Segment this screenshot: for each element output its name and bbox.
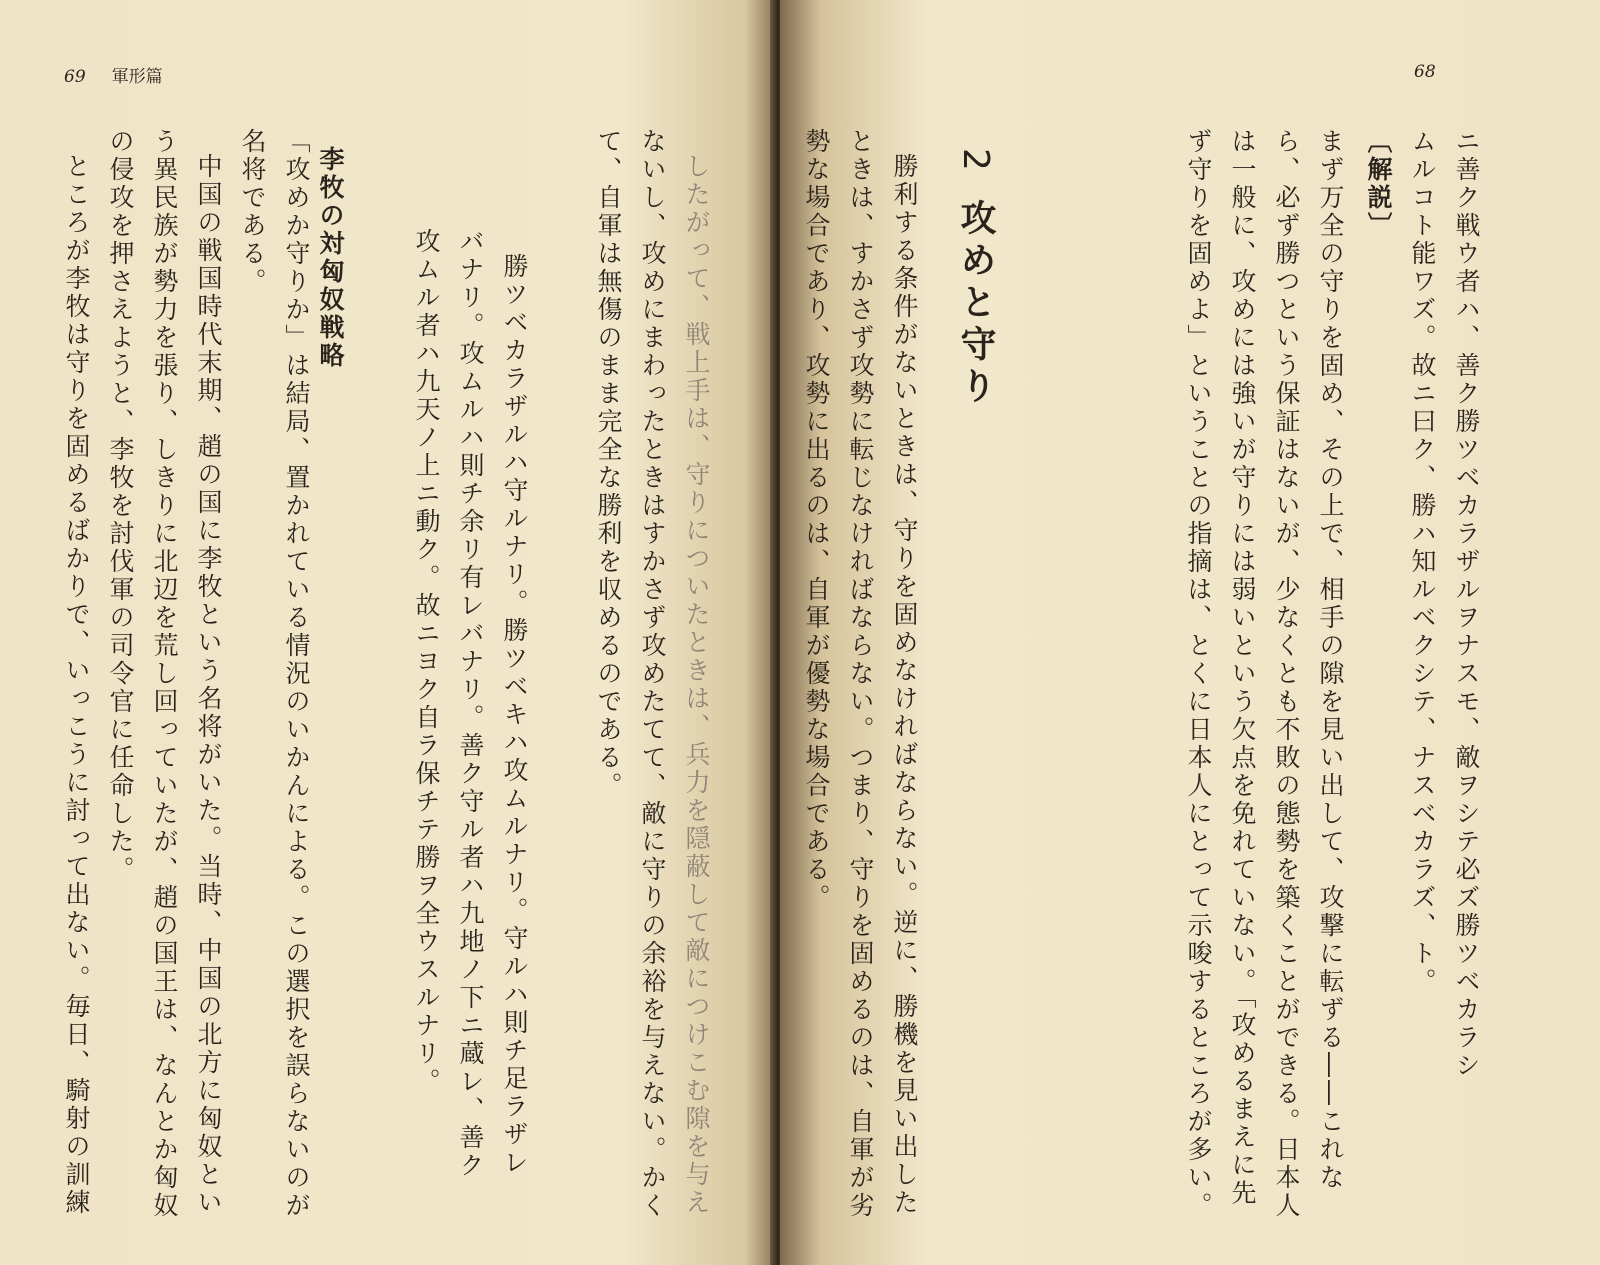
commentary-line: ず守りを固めよ」ということの指摘は、とくに日本人にとって示唆するところが多い。 [1184, 128, 1213, 1220]
left-para2-line: 中国の戦国時代末期、趙の国に李牧という名将がいた。当時、中国の北方に匈奴とい [194, 153, 223, 1217]
chapter-heading [948, 148, 998, 448]
chapter-number: 2 [955, 148, 996, 177]
left-para2 [54, 128, 318, 1220]
left-page-number: 69 [64, 67, 86, 87]
commentary-body [1176, 128, 1352, 1220]
left-running-head [64, 62, 163, 87]
chapter-body-line: ときは、すかさず攻勢に転じなければならない。つまり、守りを固めるのは、自軍が劣 [846, 128, 875, 1220]
chapter-body [794, 128, 926, 1220]
left-para1-line: て、自軍は無傷のまま完全な勝利を収めるのである。 [594, 128, 623, 800]
chapter-title: 攻めと守り [955, 198, 996, 409]
left-para2-line: 「攻めか守りか」は結局、置かれている情況のいかんによる。この選択を誤らないのが [282, 128, 311, 1220]
right-quote-line: ニ善ク戦ウ者ハ、善ク勝ツベカラザルヲナスモ、敵ヲシテ必ズ勝ツベカラシ [1452, 128, 1481, 1080]
chapter-body-line: 勝利する条件がないときは、守りを固めなければならない。逆に、勝機を見い出した [890, 153, 919, 1217]
right-page [780, 0, 1600, 1265]
left-para2-line: の侵攻を押さえようと、李牧を討伐軍の司令官に任命した。 [106, 128, 135, 884]
left-quote-line: バナリ。攻ムルハ則チ余リ有レバナリ。善ク守ル者ハ九地ノ下ニ蔵レ、善ク [456, 228, 485, 1180]
left-para2-line: 名将である。 [238, 128, 267, 296]
left-quote-line: 攻ムル者ハ九天ノ上ニ動ク。故ニヨク自ラ保チテ勝ヲ全ウスルナリ。 [412, 228, 441, 1096]
commentary-label [1356, 128, 1400, 1138]
left-page [0, 0, 776, 1265]
subheading-text: 李牧の対匈奴戦略 [316, 146, 345, 370]
left-para2-line: う異民族が勢力を張り、しきりに北辺を荒し回っていたが、趙の国王は、なんとか匈奴 [150, 128, 179, 1220]
left-quote [404, 228, 536, 1238]
left-para1-line: ないし、攻めにまわったときはすかさず攻めたてて、敵に守りの余裕を与えない。かく [638, 128, 667, 1220]
right-page-number: 68 [1414, 62, 1436, 82]
commentary-line: まず万全の守りを固め、その上で、相手の隙を見い出して、攻撃に転ずる――これな [1316, 128, 1345, 1192]
commentary-label-text: 〔解説〕 [1364, 128, 1393, 240]
left-para1 [586, 128, 718, 1220]
commentary-line: は一般に、攻めには強いが守りには弱いという欠点を免れていない。「攻めるまえに先 [1228, 128, 1257, 1208]
right-quote-cont [1400, 128, 1488, 1138]
chapter-body-line: 勢な場合であり、攻勢に出るのは、自軍が優勢な場合である。 [802, 128, 831, 912]
right-quote-line: ムルコト能ワズ。故ニ曰ク、勝ハ知ルベクシテ、ナスベカラズ、ト。 [1408, 128, 1437, 996]
left-section-title: 軍形篇 [111, 67, 163, 87]
left-quote-line: 勝ツベカラザルハ守ルナリ。勝ツベキハ攻ムルナリ。守ルハ則チ足ラザレ [500, 253, 529, 1177]
commentary-line: ら、必ず勝つという保証はないが、少なくとも不敗の態勢を築くことができる。日本人 [1272, 128, 1301, 1220]
left-para1-line: したがって、戦上手は、守りについたときは、兵力を隠蔽して敵につけこむ隙を与え [682, 153, 711, 1217]
left-para2-line: ところが李牧は守りを固めるばかりで、いっこうに討って出ない。毎日、騎射の訓練 [62, 153, 91, 1217]
